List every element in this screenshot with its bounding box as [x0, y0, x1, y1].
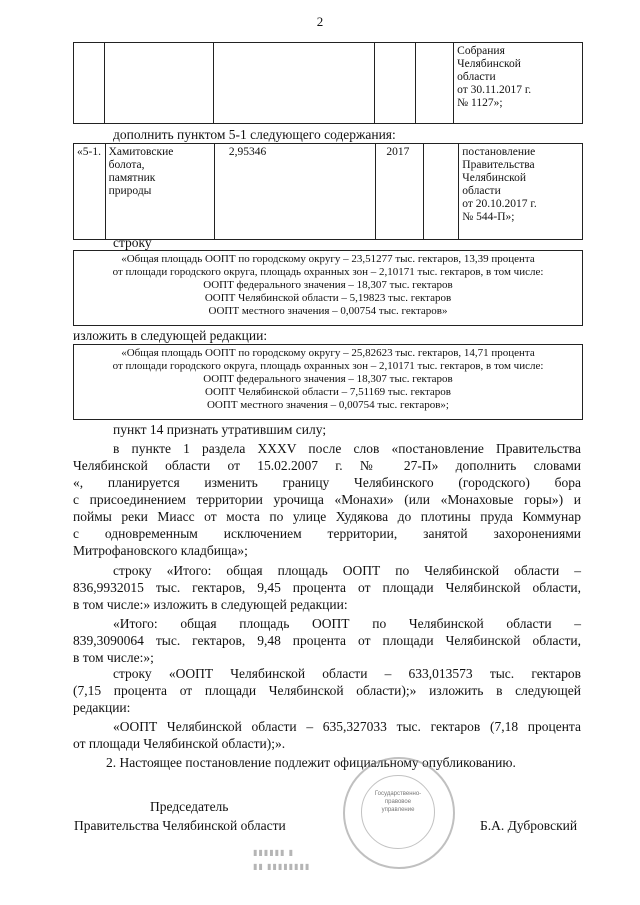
new-text-box: «Общая площадь ООПТ по городскому округу – 25,82623 тыс. гектаров, 14,71 процента от площади городского округа, площадь охранных зон – 2,10171 тыс. гектаров, в том числе: ООПТ федерального значения – 18,307 тыс. гектаров ООПТ Челябинской области – 7,51169 тыс. гектаров ООПТ местного значения – 0,00754 тыс. гектаров»; [73, 344, 583, 420]
stamp-lettering: Государственно-правовое управление [374, 791, 422, 813]
signature-title-line2: Правительства Челябинской области [74, 818, 286, 833]
row-name: Хамитовские болота, памятник природы [105, 144, 214, 240]
paragraph-itogo-new: «Итого: общая площадь ООПТ по Челябинской области – 839,3090064 тыс. гектаров, 9,48 процента от площади Челябинской области, в том числе:»; [73, 616, 581, 665]
add-point-text: дополнить пунктом 5-1 следующего содержания: [113, 127, 396, 142]
izlozhit-label: изложить в следующей редакции: [73, 328, 268, 343]
page-number: 2 [316, 14, 324, 29]
signature-name: Б.А. Дубровский [480, 818, 578, 833]
paragraph-xxxv: в пункте 1 раздела XXXV после слов «постановление Правительства Челябинской области от 15.02.2007 г. № 27-П» дополнить словами «, планируется изменить границу Челябинского (городского) бора с присоединением территории урочища «Монахи» (или «Монаховые горы») и поймы реки Миасс от моста по улице Худякова до плотины пруда Коммунар с одновременным исключением территории, занятой захоронениями Митрофановского кладбища»; [73, 441, 581, 558]
table-row [74, 144, 583, 240]
row-area: 2,95346 [214, 144, 376, 240]
row-year: 2017 [376, 144, 424, 240]
old-text-box: «Общая площадь ООПТ по городскому округу – 23,51277 тыс. гектаров, 13,39 процента от площади городского округа, площадь охранных зон – 2,10171 тыс. гектаров, в том числе: ООПТ федерального значения – 18,307 тыс. гектаров ООПТ Челябинской области – 5,19823 тыс. гектаров ООПТ местного значения – 0,00754 тыс. гектаров» [73, 250, 583, 326]
faint-mark: ▮▮▮▮▮▮ ▮ [253, 848, 295, 857]
row-document: постановление Правительства Челябинской области от 20.10.2017 г. № 544-П»; [459, 144, 583, 240]
table-cell-document: Собрания Челябинской области от 30.11.2017 г. № 1127»; [454, 43, 583, 124]
paragraph-oopt: строку «ООПТ Челябинской области – 633,013573 тыс. гектаров (7,15 процента от площади Челябинской области);» изложить в следующей редакции: [73, 666, 581, 715]
row-number: «5-1. [74, 144, 106, 240]
paragraph-itogo: строку «Итого: общая площадь ООПТ по Челябинской области – 836,9932015 тыс. гектаров, 9,45 процента от площади Челябинской области, в том числе:» изложить в следующей редакции: [73, 563, 581, 612]
stroku-label: строку [113, 235, 152, 250]
table-continuation [73, 42, 583, 124]
table-row [74, 43, 583, 124]
point-14-text: пункт 14 признать утратившим силу; [113, 422, 327, 437]
paragraph-oopt-new: «ООПТ Челябинской области – 635,327033 тыс. гектаров (7,18 процента от площади Челябинской области);». [73, 719, 581, 751]
signature-title-line1: Председатель [150, 799, 229, 814]
faint-mark: ▮▮ ▮▮▮▮▮▮▮▮ [253, 862, 311, 871]
point-2-text: 2. Настоящее постановление подлежит официальному опубликованию. [106, 755, 516, 770]
table-new-row [73, 143, 583, 240]
